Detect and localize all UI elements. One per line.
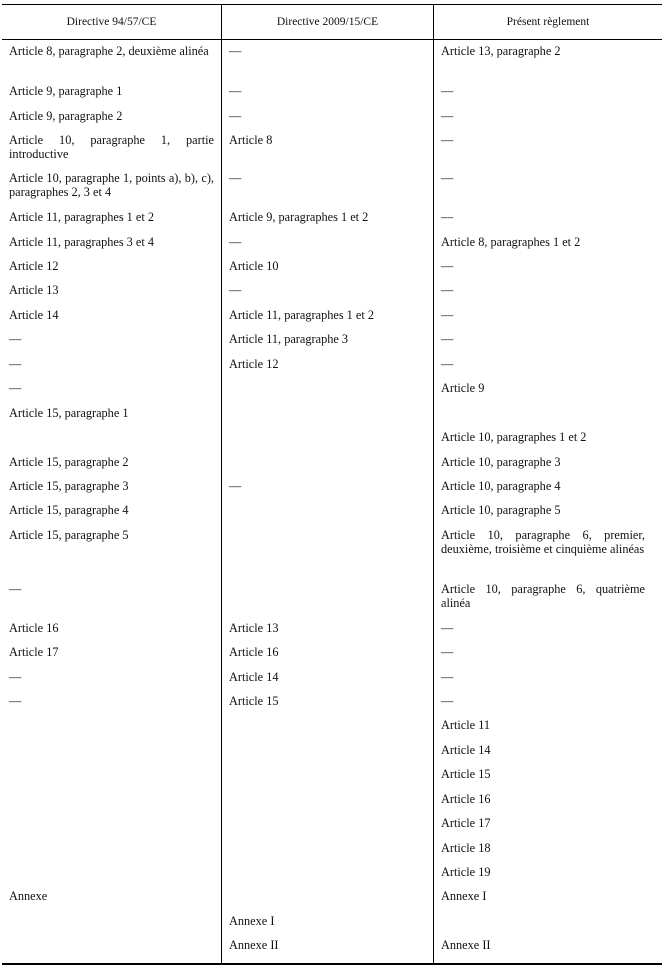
table-cell: — — [229, 171, 242, 185]
table-cell: Article 12 — [229, 357, 279, 371]
table-cell: Annexe — [9, 889, 48, 903]
table-cell: Article 9, paragraphe 2 — [9, 109, 123, 123]
table-cell: — — [9, 332, 22, 346]
table-cell: Article 15, paragraphe 3 — [9, 479, 129, 493]
table-cell: Article 15, paragraphe 4 — [9, 503, 129, 517]
table-cell: — — [229, 283, 242, 297]
table-cell: Annexe I — [441, 889, 487, 903]
table-cell: — — [441, 283, 454, 297]
table-cell: — — [441, 645, 454, 659]
table-cell: Article 8 — [229, 133, 273, 147]
table-cell: Article 14 — [9, 308, 59, 322]
table-cell: Annexe I — [229, 914, 275, 928]
table-cell: — — [441, 133, 454, 147]
table-cell: Annexe II — [229, 938, 279, 952]
table-cell: Article 10, paragraphes 1 et 2 — [441, 430, 587, 444]
table-cell: Article 11, paragraphes 3 et 4 — [9, 235, 154, 249]
table-cell: Article 15 — [229, 694, 279, 708]
table-cell: Article 9, paragraphes 1 et 2 — [229, 210, 369, 224]
table-cell: — — [9, 357, 22, 371]
header-directive-94-57: Directive 94/57/CE — [66, 16, 157, 28]
table-cell: Article 10, paragraphe 6, quatrième alinéa — [441, 582, 645, 610]
table-cell: — — [441, 670, 454, 684]
table-cell: — — [229, 44, 242, 58]
table-cell: Article 17 — [9, 645, 59, 659]
table-cell: Article 12 — [9, 259, 59, 273]
table-cell: Article 15, paragraphe 5 — [9, 528, 129, 542]
table-cell: — — [441, 259, 454, 273]
table-cell: — — [9, 582, 22, 596]
table-cell: Article 15, paragraphe 1 — [9, 406, 129, 420]
table-cell: — — [229, 235, 242, 249]
table-cell: — — [441, 357, 454, 371]
table-cell: Article 19 — [441, 865, 491, 879]
table-cell: Article 10, paragraphe 3 — [441, 455, 561, 469]
table-cell: Article 10, paragraphe 4 — [441, 479, 561, 493]
table-cell: Article 10, paragraphe 1, points a), b), c), paragraphes 2, 3 et 4 — [9, 171, 214, 199]
table-cell: Article 15 — [441, 767, 491, 781]
table-cell: Article 11, paragraphe 3 — [229, 332, 349, 346]
table-cell: — — [441, 109, 454, 123]
table-cell: Article 18 — [441, 841, 491, 855]
table-cell: — — [441, 308, 454, 322]
table-cell: Article 10, paragraphe 5 — [441, 503, 561, 517]
table-cell: Article 16 — [229, 645, 279, 659]
table-cell: — — [441, 694, 454, 708]
table-cell: — — [441, 332, 454, 346]
table-cell: Article 15, paragraphe 2 — [9, 455, 129, 469]
table-cell: Article 11, paragraphes 1 et 2 — [9, 210, 154, 224]
table-cell: Article 9 — [441, 381, 485, 395]
table-cell: Article 8, paragraphe 2, deuxième alinéa — [9, 44, 209, 58]
column-divider — [221, 5, 222, 963]
table-cell: — — [9, 381, 22, 395]
table-cell: Article 13, paragraphe 2 — [441, 44, 561, 58]
table-cell: Article 10 — [229, 259, 279, 273]
table-cell: — — [441, 621, 454, 635]
table-cell: Article 9, paragraphe 1 — [9, 84, 123, 98]
table-cell: Article 14 — [441, 743, 491, 757]
table-cell: Article 16 — [9, 621, 59, 635]
table-cell: — — [229, 84, 242, 98]
table-cell: — — [9, 694, 22, 708]
table-cell: — — [9, 670, 22, 684]
table-cell: Article 13 — [9, 283, 59, 297]
table-cell: — — [441, 171, 454, 185]
table-cell: — — [229, 109, 242, 123]
table-cell: Article 14 — [229, 670, 279, 684]
correlation-table — [2, 4, 662, 965]
table-cell: Annexe II — [441, 938, 491, 952]
table-cell: Article 11 — [441, 718, 491, 732]
table-cell: Article 16 — [441, 792, 491, 806]
table-cell: Article 8, paragraphes 1 et 2 — [441, 235, 581, 249]
table-cell: — — [229, 479, 242, 493]
table-cell: — — [441, 84, 454, 98]
table-cell: Article 10, paragraphe 1, partie introductive — [9, 133, 214, 161]
column-divider — [433, 5, 434, 963]
header-directive-2009-15: Directive 2009/15/CE — [276, 16, 379, 28]
table-cell: Article 13 — [229, 621, 279, 635]
table-header — [2, 5, 662, 40]
header-present-reglement: Présent règlement — [506, 16, 590, 28]
table-cell: — — [441, 210, 454, 224]
table-cell: Article 11, paragraphes 1 et 2 — [229, 308, 374, 322]
table-cell: Article 10, paragraphe 6, premier, deuxième, troisième et cinquième alinéas — [441, 528, 645, 556]
table-cell: Article 17 — [441, 816, 491, 830]
